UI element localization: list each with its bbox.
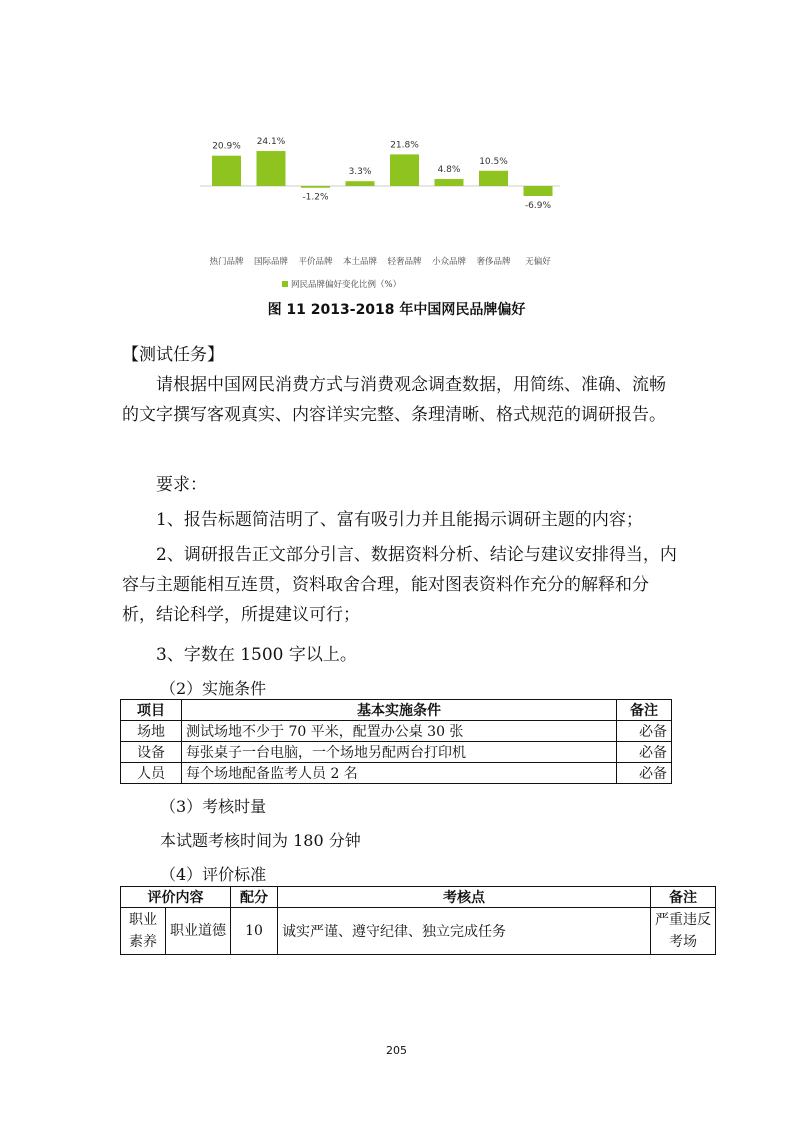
chart-category-label: 热门品牌 — [209, 257, 244, 267]
time-text: 本试题考核时间为 180 分钟 — [160, 831, 361, 850]
row-condition: 测试场地不少于 70 平米，配置办公桌 30 张 — [182, 721, 617, 742]
section-test-task: 【测试任务】 — [122, 345, 224, 365]
chart-value-label: 24.1% — [256, 137, 286, 148]
chart-bar — [479, 171, 508, 186]
row-note: 必备 — [617, 763, 672, 784]
chart-bar — [257, 151, 286, 186]
table-row — [121, 721, 672, 742]
col-header-score: 配分 — [231, 887, 278, 908]
row-score: 10 — [231, 908, 278, 955]
time-heading: （3）考核时量 — [160, 797, 267, 816]
task-paragraph: 请根据中国网民消费方式与消费观念调查数据，用简练、准确、流畅的文字撰写客观真实、内容详实完整、条理清晰、格式规范的调研报告。 — [122, 375, 666, 425]
row-item: 设备 — [121, 742, 182, 763]
requirement-1: 1、报告标题简洁明了、富有吸引力并且能揭示调研主题的内容； — [156, 510, 643, 530]
col-header-condition: 基本实施条件 — [182, 700, 617, 721]
conditions-table — [120, 699, 672, 784]
chart-bar — [524, 186, 553, 196]
col-header-content: 评价内容 — [121, 887, 231, 908]
chart-bar — [435, 179, 464, 186]
page-number: 205 — [386, 1044, 407, 1057]
row-item: 人员 — [121, 763, 182, 784]
chart-value-label: 4.8% — [437, 165, 461, 176]
chart-value-label: 21.8% — [390, 140, 419, 151]
chart-legend-swatch — [282, 281, 288, 287]
requirement-2: 2、调研报告正文部分引言、数据资料分析、结论与建议安排得当，内容与主题能相互连贯，资料取舍合理，能对图表资料作充分的解释和分析，结论科学，所提建议可行； — [122, 545, 677, 625]
row-note: 必备 — [617, 742, 672, 763]
table-row — [121, 908, 716, 955]
table-header-row — [121, 887, 716, 908]
chart-category-label: 本土品牌 — [342, 257, 378, 267]
row-point: 诚实严谨、遵守纪律、独立完成任务 — [278, 908, 651, 955]
chart-bar — [301, 186, 330, 188]
col-header-note: 备注 — [651, 887, 716, 908]
chart-value-label: 20.9% — [212, 141, 241, 152]
table-header-row — [121, 700, 672, 721]
figure-caption: 图 11 2013-2018 年中国网民品牌偏好 — [267, 302, 526, 318]
table-row — [121, 763, 672, 784]
eval-table — [120, 886, 716, 955]
row-note: 必备 — [617, 721, 672, 742]
row-condition: 每张桌子一台电脑，一个场地另配两台打印机 — [182, 742, 617, 763]
chart-value-label: 3.3% — [348, 167, 372, 178]
brand-preference-chart — [180, 120, 580, 300]
row-note: 严重违反考场 — [651, 908, 716, 955]
col-header-note: 备注 — [617, 700, 672, 721]
chart-category-label: 平价品牌 — [298, 257, 333, 267]
chart-category-label: 国际品牌 — [253, 257, 289, 267]
chart-bar — [390, 154, 419, 186]
chart-value-label: -6.9% — [524, 201, 552, 212]
row-condition: 每个场地配备监考人员 2 名 — [182, 763, 617, 784]
row-subcategory: 职业道德 — [166, 908, 231, 955]
chart-value-label: -1.2% — [302, 192, 329, 203]
chart-bar — [212, 156, 241, 186]
col-header-point: 考核点 — [278, 887, 651, 908]
conditions-heading: （2）实施条件 — [160, 679, 267, 698]
chart-legend-label: 网民品牌偏好变化比例（%） — [291, 280, 402, 290]
chart-category-label: 小众品牌 — [431, 257, 467, 267]
chart-bar — [346, 181, 375, 186]
eval-heading: （4）评价标准 — [160, 865, 267, 884]
chart-value-label: 10.5% — [479, 156, 508, 167]
requirements-heading: 要求： — [156, 475, 207, 495]
chart-category-label: 无偏好 — [525, 257, 551, 267]
chart-category-label: 奢侈品牌 — [476, 257, 511, 267]
requirement-3: 3、字数在 1500 字以上。 — [156, 645, 357, 665]
row-category: 职业素养 — [121, 908, 166, 955]
table-row — [121, 742, 672, 763]
row-item: 场地 — [121, 721, 182, 742]
chart-category-label: 轻奢品牌 — [387, 257, 422, 267]
col-header-item: 项目 — [121, 700, 182, 721]
